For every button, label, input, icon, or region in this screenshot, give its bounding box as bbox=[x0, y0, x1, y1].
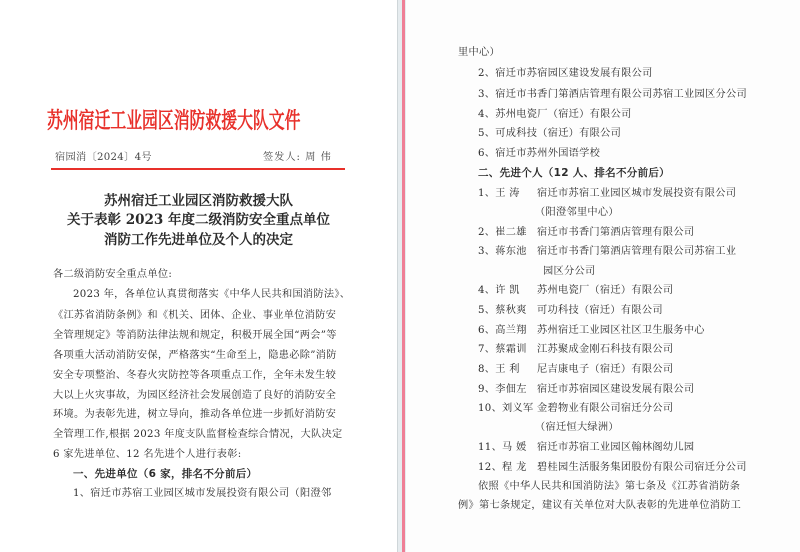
individual-organization: 宿迁市苏宿园区建设发展有限公司 bbox=[537, 384, 695, 395]
individual-name: 11、马 媛 bbox=[478, 442, 527, 453]
section-1-heading: 一、先进单位（6 家，排名不分前后） bbox=[73, 468, 258, 480]
individual-organization: 江苏聚成金刚石科技有限公司 bbox=[537, 344, 674, 355]
body-line: 环境。为表彰先进，树立导向，推动各单位进一步抓好消防安 bbox=[53, 409, 337, 420]
header-divider-line bbox=[51, 168, 345, 170]
closing-line: 依照《中华人民共和国消防法》第七条及《江苏省消防条 bbox=[478, 481, 741, 492]
individual-organization: 碧桂园生活服务集团股份有限公司宿迁分公司 bbox=[537, 462, 747, 473]
signer: 签发人: 周 伟 bbox=[263, 152, 332, 163]
unit-item: 3、宿迁市书香门第酒店管理有限公司苏宿工业园区分公司 bbox=[478, 89, 747, 100]
body-line: 安全专项整治、冬春火灾防控等各项重点工作，全年未发生较 bbox=[53, 370, 337, 381]
individual-name: 9、李佃左 bbox=[478, 384, 527, 395]
individual-organization-continued: （阳澄邻里中心） bbox=[535, 207, 619, 218]
individual-organization: 宿迁市苏宿工业园区城市发展投资有限公司 bbox=[537, 188, 737, 199]
individual-organization-continued: （宿迁恒大绿洲） bbox=[535, 422, 619, 433]
individual-name: 6、高兰翔 bbox=[478, 325, 527, 336]
body-line: 大以上火灾事故，为园区经济社会发展创造了良好的消防安全 bbox=[53, 390, 337, 401]
document-number: 宿园消〔2024〕4号 bbox=[55, 152, 152, 163]
individual-organization: 尼吉康电子（宿迁）有限公司 bbox=[537, 364, 674, 375]
body-line: 全管理工作,根据 2023 年度支队监督检查综合情况，大队决定 bbox=[53, 429, 343, 440]
body-line: 全管理规定》等消防法律法规和规定，积极开展全国“两会”等 bbox=[53, 330, 337, 341]
individual-organization-continued: 园区分公司 bbox=[543, 266, 596, 277]
document-header-title: 苏州宿迁工业园区消防救援大队文件 bbox=[47, 108, 301, 134]
decision-title-line-1: 苏州宿迁工业园区消防救援大队 bbox=[104, 193, 293, 209]
document-page-1 bbox=[0, 0, 398, 552]
unit-item: 6、宿迁市苏州外国语学校 bbox=[478, 148, 601, 159]
unit-item: 4、苏州电瓷厂（宿迁）有限公司 bbox=[478, 109, 632, 120]
individual-name: 7、蔡霜训 bbox=[478, 344, 527, 355]
individual-name: 2、崔二雄 bbox=[478, 227, 527, 238]
individual-name: 5、蔡秋爽 bbox=[478, 305, 527, 316]
individual-name: 1、王 涛 bbox=[478, 188, 520, 199]
individual-organization: 苏州宿迁工业园区社区卫生服务中心 bbox=[537, 325, 705, 336]
individual-name: 12、程 龙 bbox=[478, 462, 527, 473]
individual-organization: 宿迁市书香门第酒店管理有限公司苏宿工业 bbox=[537, 246, 737, 257]
unit-item: 2、宿迁市苏宿园区建设发展有限公司 bbox=[478, 68, 653, 79]
closing-line: 例》第七条规定，建议有关单位对大队表彰的先进单位消防工 bbox=[458, 500, 742, 511]
unit-item: 5、可成科技（宿迁）有限公司 bbox=[478, 128, 622, 139]
page-divider bbox=[402, 0, 405, 552]
decision-title-line-3: 消防工作先进单位及个人的决定 bbox=[104, 232, 293, 248]
individual-name: 3、蒋东池 bbox=[478, 246, 527, 257]
salutation: 各二级消防安全重点单位: bbox=[53, 269, 173, 280]
body-line: 6 家先进单位、12 名先进个人进行表彰: bbox=[53, 449, 242, 460]
unit-item-continued: 里中心） bbox=[458, 47, 500, 58]
unit-item: 1、宿迁市苏宿工业园区城市发展投资有限公司（阳澄邻 bbox=[73, 488, 332, 499]
body-line: 《江苏省消防条例》和《机关、团体、企业、事业单位消防安 bbox=[53, 310, 337, 321]
individual-name: 10、刘义军 bbox=[478, 403, 534, 414]
body-line: 各项重大活动消防安保，严格落实“生命至上，隐患必除”消防 bbox=[53, 350, 337, 361]
individual-organization: 金碧物业有限公司宿迁分公司 bbox=[537, 403, 674, 414]
section-2-heading: 二、先进个人（12 人、排名不分前后） bbox=[478, 167, 670, 179]
individual-name: 4、许 凯 bbox=[478, 285, 520, 296]
individual-organization: 宿迁市苏宿工业园区翰林阁幼儿园 bbox=[537, 442, 695, 453]
individual-organization: 宿迁市书香门第酒店管理有限公司 bbox=[537, 227, 695, 238]
individual-name: 8、王 利 bbox=[478, 364, 520, 375]
individual-organization: 苏州电瓷厂（宿迁）有限公司 bbox=[537, 285, 674, 296]
decision-title-line-2: 关于表彰 2023 年度二级消防安全重点单位 bbox=[67, 212, 330, 228]
individual-organization: 可功科技（宿迁）有限公司 bbox=[537, 305, 663, 316]
body-line: 2023 年，各单位认真贯彻落实《中华人民共和国消防法》、 bbox=[73, 289, 351, 300]
document-page-2 bbox=[406, 0, 800, 552]
